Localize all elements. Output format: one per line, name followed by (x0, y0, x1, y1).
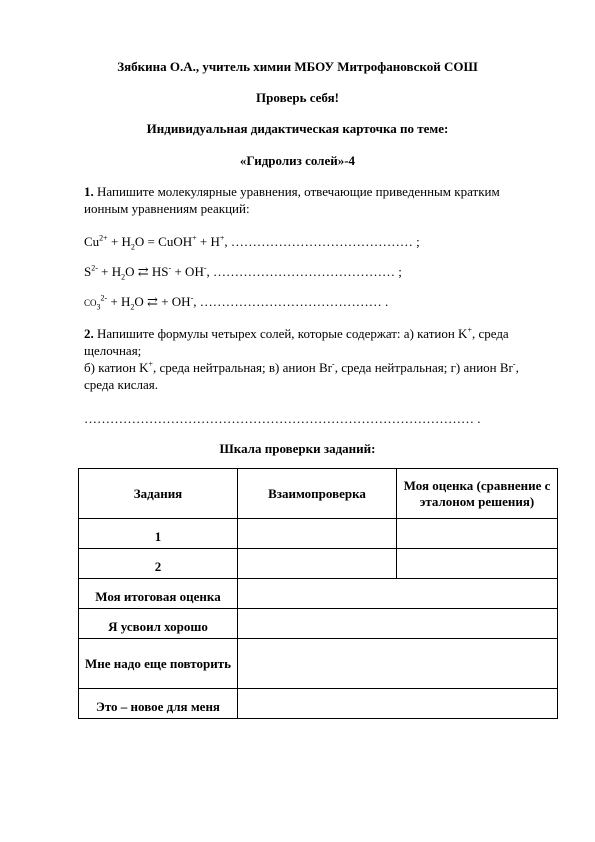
task1-text (84, 183, 524, 217)
table-row (79, 549, 558, 579)
header-peer-check: Взаимопроверка (238, 469, 397, 519)
peer-check-cell[interactable] (238, 519, 397, 549)
equation-1: $Cu^{2+} + H_2O$ = CuOH+ + H+, …………………………………… ; (84, 233, 420, 252)
card-title: Индивидуальная дидактическая карточка по теме: (146, 121, 449, 136)
final-grade-cell[interactable] (238, 579, 558, 609)
scale-table (78, 468, 558, 719)
table-row (79, 609, 558, 639)
table-row (79, 639, 558, 689)
header-tasks: Задания (79, 469, 238, 519)
learned-well-label: Я усвоил хорошо (79, 609, 238, 639)
header-self-assessment: Моя оценка (сравнение с эталоном решения) (397, 469, 558, 519)
need-review-label: Мне надо еще повторить (79, 639, 238, 689)
final-grade-label: Моя итоговая оценка (79, 579, 238, 609)
equation-3: $CO_3^{2-} + H_2O$ ⇄ + OH-, …………………………………… . (84, 293, 389, 312)
topic-title: «Гидролиз солей»-4 (239, 153, 356, 168)
task2-text: 2. Напишите формулы четырех солей, которые содержат: а) катион K+, среда щелочная; б) катион K+, среда нейтральная; в) анион Br-, среда нейтральная; г) анион Br-, среда кислая. (84, 325, 519, 392)
new-for-me-label: Это – новое для меня (79, 689, 238, 719)
equation-2: $S^{2-} + H_2O$ ⇄ HS- + OH-, …………………………………… ; (84, 263, 402, 282)
task1-number: 1. (84, 184, 94, 199)
table-row (79, 519, 558, 549)
task-number-cell: 1 (79, 519, 238, 549)
self-assessment-cell[interactable] (397, 549, 558, 579)
task-number-cell: 2 (79, 549, 238, 579)
need-review-cell[interactable] (238, 639, 558, 689)
new-for-me-cell[interactable] (238, 689, 558, 719)
author-line: Зябкина О.А., учитель химии МБОУ Митрофановской СОШ (117, 59, 478, 74)
peer-check-cell[interactable] (238, 549, 397, 579)
table-header-row (79, 469, 558, 519)
answer-dots-line: ……………………………………………………………………………… . (84, 411, 481, 426)
table-row (79, 579, 558, 609)
table-row (79, 689, 558, 719)
learned-well-cell[interactable] (238, 609, 558, 639)
check-yourself-heading: Проверь себя! (256, 90, 339, 105)
self-assessment-cell[interactable] (397, 519, 558, 549)
task2-number: 2. (84, 326, 94, 341)
scale-title: Шкала проверки заданий: (219, 441, 376, 456)
task1-instruction: Напишите молекулярные уравнения, отвечающие приведенным кратким ионным уравнениям реакций: (84, 184, 500, 216)
